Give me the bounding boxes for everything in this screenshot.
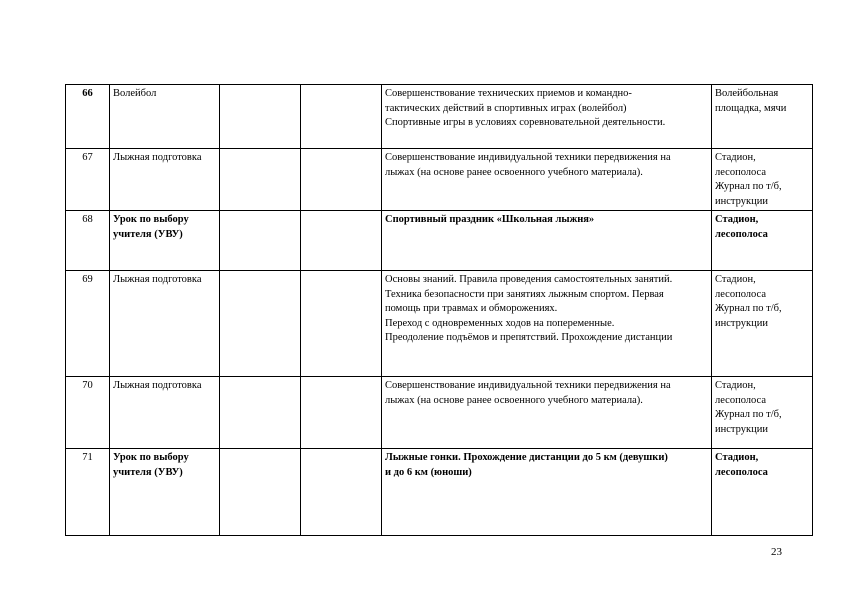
lesson-content-line: Техника безопасности при занятиях лыжным спортом. Первая bbox=[385, 288, 664, 300]
lesson-content-line: Основы знаний. Правила проведения самостоятельных занятий. bbox=[385, 274, 673, 285]
lesson-equipment bbox=[712, 271, 813, 377]
equipment-line: лесополоса bbox=[715, 394, 767, 406]
lesson-content-line: помощь при травмах и обморожениях. bbox=[385, 303, 558, 315]
lesson-number: 67 bbox=[66, 149, 110, 211]
equipment-line: Журнал по т/б, bbox=[715, 181, 782, 193]
equipment-line: Журнал по т/б, bbox=[715, 303, 782, 315]
lesson-content bbox=[382, 377, 712, 449]
lesson-content-line: Преодоление подъёмов и препятствий. Прохождение дистанции bbox=[385, 332, 673, 344]
lesson-equipment bbox=[712, 85, 813, 149]
lesson-plan-table bbox=[65, 84, 813, 536]
lesson-content bbox=[382, 271, 712, 377]
table-row bbox=[66, 377, 813, 449]
equipment-line: Стадион, bbox=[715, 152, 756, 163]
equipment-line: Волейбольная bbox=[715, 88, 779, 99]
equipment-line: Стадион, bbox=[715, 452, 759, 463]
lesson-content-line: Спортивные игры в условиях соревновательной деятельности. bbox=[385, 117, 666, 129]
lesson-content-line: Переход с одновременных ходов на попеременные. bbox=[385, 317, 615, 329]
lesson-number: 66 bbox=[66, 85, 110, 149]
lesson-topic-line: Урок по выбору bbox=[113, 214, 189, 225]
lesson-topic bbox=[110, 85, 220, 149]
empty-cell bbox=[301, 449, 382, 536]
lesson-topic-line: Лыжная подготовка bbox=[113, 380, 202, 391]
equipment-line: инструкции bbox=[715, 317, 768, 329]
lesson-content bbox=[382, 85, 712, 149]
equipment-line: лесополоса bbox=[715, 466, 768, 478]
equipment-line: инструкции bbox=[715, 195, 768, 207]
lesson-content bbox=[382, 211, 712, 271]
lesson-number: 70 bbox=[66, 377, 110, 449]
equipment-line: Стадион, bbox=[715, 380, 756, 391]
lesson-content-line: и до 6 км (юноши) bbox=[385, 466, 472, 478]
equipment-line: Журнал по т/б, bbox=[715, 409, 782, 421]
empty-cell bbox=[301, 377, 382, 449]
lesson-topic-line: Лыжная подготовка bbox=[113, 274, 202, 285]
empty-cell bbox=[301, 85, 382, 149]
table-row bbox=[66, 449, 813, 536]
lesson-plan-body bbox=[66, 85, 813, 536]
empty-cell bbox=[301, 149, 382, 211]
equipment-line: лесополоса bbox=[715, 228, 768, 240]
lesson-topic bbox=[110, 149, 220, 211]
lesson-number: 69 bbox=[66, 271, 110, 377]
lesson-content-line: Совершенствование индивидуальной техники передвижения на bbox=[385, 152, 671, 163]
lesson-content-line: лыжах (на основе ранее освоенного учебного материала). bbox=[385, 394, 643, 406]
equipment-line: лесополоса bbox=[715, 288, 767, 300]
lesson-topic-line: Волейбол bbox=[113, 88, 157, 99]
lesson-equipment bbox=[712, 149, 813, 211]
table-row bbox=[66, 271, 813, 377]
lesson-content-line: тактических действий в спортивных играх (волейбол) bbox=[385, 102, 627, 114]
equipment-line: площадка, мячи bbox=[715, 102, 787, 114]
lesson-content-line: Лыжные гонки. Прохождение дистанции до 5 км (девушки) bbox=[385, 452, 668, 463]
lesson-topic bbox=[110, 377, 220, 449]
lesson-equipment bbox=[712, 211, 813, 271]
table-row bbox=[66, 149, 813, 211]
lesson-topic-line: Урок по выбору bbox=[113, 452, 189, 463]
empty-cell bbox=[220, 377, 301, 449]
empty-cell bbox=[220, 149, 301, 211]
table-row bbox=[66, 211, 813, 271]
lesson-topic-line: учителя (УВУ) bbox=[113, 466, 183, 478]
lesson-topic bbox=[110, 271, 220, 377]
lesson-content-line: Совершенствование технических приемов и командно- bbox=[385, 88, 632, 99]
lesson-content-line: Спортивный праздник «Школьная лыжня» bbox=[385, 214, 595, 225]
table-row bbox=[66, 85, 813, 149]
empty-cell bbox=[220, 211, 301, 271]
equipment-line: лесополоса bbox=[715, 166, 767, 178]
empty-cell bbox=[220, 271, 301, 377]
equipment-line: Стадион, bbox=[715, 274, 756, 285]
lesson-equipment bbox=[712, 377, 813, 449]
lesson-topic bbox=[110, 449, 220, 536]
lesson-content bbox=[382, 149, 712, 211]
lesson-topic bbox=[110, 211, 220, 271]
lesson-number: 68 bbox=[66, 211, 110, 271]
empty-cell bbox=[220, 85, 301, 149]
empty-cell bbox=[301, 271, 382, 377]
lesson-content bbox=[382, 449, 712, 536]
lesson-topic-line: учителя (УВУ) bbox=[113, 228, 183, 240]
lesson-equipment bbox=[712, 449, 813, 536]
equipment-line: инструкции bbox=[715, 423, 768, 435]
page-number: 23 bbox=[771, 546, 782, 558]
lesson-topic-line: Лыжная подготовка bbox=[113, 152, 202, 163]
equipment-line: Стадион, bbox=[715, 214, 759, 225]
lesson-number: 71 bbox=[66, 449, 110, 536]
empty-cell bbox=[301, 211, 382, 271]
empty-cell bbox=[220, 449, 301, 536]
lesson-content-line: Совершенствование индивидуальной техники передвижения на bbox=[385, 380, 671, 391]
lesson-content-line: лыжах (на основе ранее освоенного учебного материала). bbox=[385, 166, 643, 178]
